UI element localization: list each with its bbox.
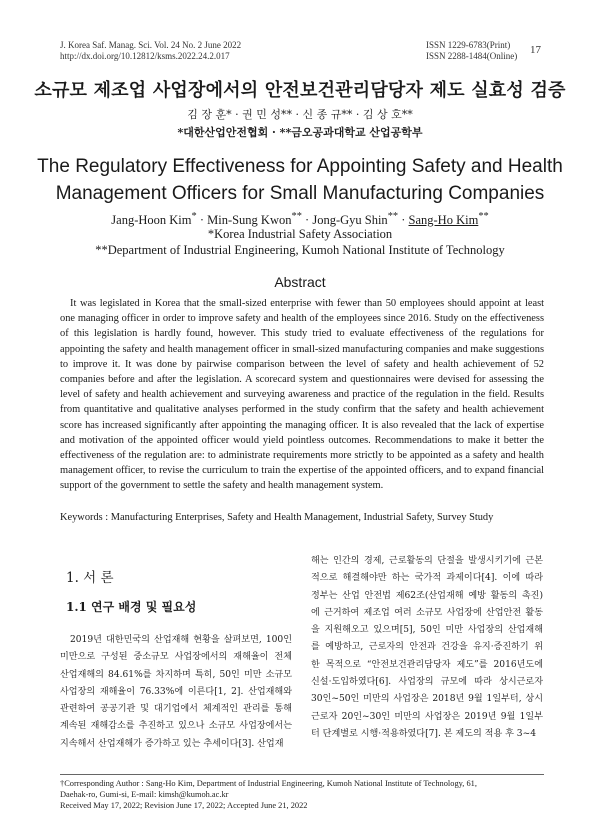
title-korean: 소규모 제조업 사업장에서의 안전보건관리담당자 제도 실효성 검증 <box>34 80 566 101</box>
body-line: 30인~50인 미만의 사업장은 2018년 9월 1일부터, 상시 <box>311 694 543 705</box>
body-line: 터 단계별로 시행·적용하였다[7]. 본 제도의 적용 후 3~4 <box>311 728 536 739</box>
author-2: Min-Sung Kwon <box>207 213 292 228</box>
author-2-mark: ** <box>291 211 302 222</box>
received-dates: Received May 17, 2022; Revision June 17, 2022; Accepted June 21, 2022 <box>60 801 308 810</box>
body-column-left <box>60 632 292 753</box>
title-english-line2: Management Officers for Small Manufacturing Companies <box>55 183 545 204</box>
body-line: 한 목적으로 “안전보건관리담당자 제도”를 2016년도에 <box>311 659 543 670</box>
author-separator: · <box>398 213 409 228</box>
doi-link[interactable]: http://dx.doi.org/10.12812/ksms.2022.24.2.017 <box>60 51 230 61</box>
body-column-right <box>311 553 543 743</box>
body-line: 관련하여 공공기관 및 대기업에서 체계적인 관리를 통해 <box>60 704 292 715</box>
body-line: 미만으로 구성된 중소규모 사업장에서의 재해율이 전체 <box>60 652 292 663</box>
affiliation-english-1: *Korea Industrial Safety Association <box>207 227 393 241</box>
footnote-divider <box>60 774 544 775</box>
journal-header <box>60 40 241 62</box>
author-1: Jang-Hoon Kim <box>111 213 192 228</box>
author-separator: · <box>301 213 313 228</box>
corresponding-address: Daehak-ro, Gumi-si, E-mail: kimsh@kumoh.ac.kr <box>60 790 229 799</box>
body-line: 을 지원해오고 있으며[5], 50인 미만 사업장의 산업재해 <box>311 625 543 636</box>
page-number: 17 <box>530 44 541 56</box>
author-4-corresponding: Sang-Ho Kim <box>408 213 479 228</box>
issn-online: ISSN 2288-1484(Online) <box>426 51 518 61</box>
title-english-line1: The Regulatory Effectiveness for Appointing Safety and Health <box>37 156 563 177</box>
body-line: 산업재해의 84.61%를 차지하며 특히, 50인 미만 소규모 <box>60 669 292 680</box>
authors-korean: 김 장 훈* · 권 민 성** · 신 종 규** · 김 상 호** <box>187 108 413 121</box>
body-line: 를 예방하고, 근로자의 안전과 건강을 유지·증진하기 위 <box>311 642 543 653</box>
author-separator: · <box>196 213 208 228</box>
body-line: 계속된 재해감소를 추진하고 있으나 소규모 사업장에서는 <box>60 721 292 732</box>
corresponding-author: †Corresponding Author : Sang-Ho Kim, Department of Industrial Engineering, Kumoh National Institute of Technology, 61, <box>60 779 477 788</box>
body-line: 적으로 해결해야만 하는 국가적 과제이다[4]. 이에 따라 <box>311 573 543 584</box>
issn-print: ISSN 1229-6783(Print) <box>426 40 511 50</box>
affiliation-korean: *대한산업안전협회 · **금오공과대학교 산업공학부 <box>177 126 423 139</box>
issn-block <box>426 40 517 62</box>
authors-english <box>0 211 600 228</box>
title-english <box>0 153 600 207</box>
body-line: 근로자 20인~30인 미만의 사업장은 2019년 9월 1일부 <box>311 711 543 722</box>
keywords: Keywords : Manufacturing Enterprises, Safety and Health Management, Industrial Safety, Survey Study <box>60 512 494 523</box>
body-line: 정부는 산업 안전법 제62조(산업재해 예방 활동의 촉진) <box>311 590 543 601</box>
abstract-heading: Abstract <box>274 274 326 290</box>
author-3-mark: ** <box>387 211 399 222</box>
author-3: Jong-Gyu Shin <box>312 213 388 228</box>
abstract-text: It was legislated in Korea that the small-sized enterprise with fewer than 50 employees should appoint at least one managing officer in order to improve safety and health of the employees since 2016. Study on the effectiveness of this legislation is hardly found, however. This study tried to evaluate effectiveness of the regulations for appointing the safety and health management officer in small-sized manufacturing companies and make suggestions to improve it. It was done by pairwise comparison between the level of safety and health achievement of 52 companies before and after the legislation. A scorecard system and questionnaires were devised for assessing the level of safety and health achievement and surveying awareness and practice of the regulation in the field. Results from quantitative and qualitative analyses performed in the study confirm that the safety and health achievement score has increased significantly after appointing the managing officer. It is also revealed that the lack of expertise and motivation of the appointed officer would yield pointless outcomes. Recommendations to make it better the effectiveness of the regulation are: to administrate requirements more strictly to be appointed as a safety and health management officer, to revise the curriculum to train the expertise of the appointed officers, and to expand financial support of the government to settle the safety and health management system. <box>60 298 544 492</box>
journal-citation: J. Korea Saf. Manag. Sci. Vol. 24 No. 2 June 2022 <box>60 40 242 50</box>
subsection-heading: 1.1 연구 배경 및 필요성 <box>66 600 197 614</box>
body-line: 에 근거하여 제조업 여러 소규모 사업장에 산업안전 활동 <box>311 607 543 618</box>
body-line: 사업장의 재해율이 76.33%에 이른다[1, 2]. 산업재해와 <box>60 686 292 697</box>
body-line: 지속해서 산업재해가 증가하고 있는 추세이다[3]. 산업재 <box>60 738 284 749</box>
author-1-mark: * <box>191 211 197 222</box>
affiliation-english-2: **Department of Industrial Engineering, Kumoh National Institute of Technology <box>95 243 505 257</box>
body-line: 해는 인간의 경제, 근로활동의 단절을 발생시키기에 근본 <box>311 556 543 566</box>
body-line: 2019년 대한민국의 산업재해 현황을 살펴보면, 100인 <box>70 635 292 645</box>
footnote <box>60 778 544 811</box>
section-heading: 1. 서 론 <box>66 570 114 586</box>
body-line: 신설·도입하였다[6]. 사업장의 규모에 따라 상시근로자 <box>311 677 543 688</box>
author-4-mark: ** <box>478 211 489 222</box>
